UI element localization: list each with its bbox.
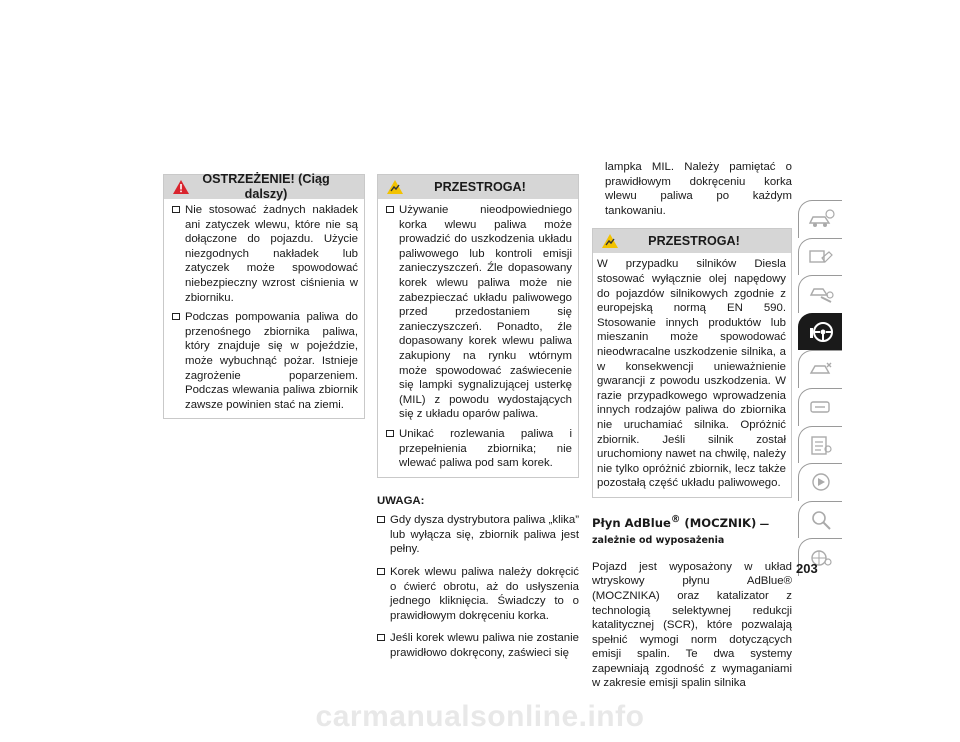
list-item — [386, 427, 572, 471]
checkbox-bullet-icon — [377, 516, 385, 523]
page-number: 203 — [796, 561, 818, 576]
list-item — [377, 631, 579, 660]
checkbox-bullet-icon — [172, 206, 180, 213]
specs-list-icon — [807, 434, 835, 456]
warning-box-title: OSTRZEŻENIE! (Ciąg dalszy) — [202, 172, 330, 201]
caution-box-header — [593, 229, 791, 253]
caution-text: W przypadku silników Diesla stosować wyłącznie olej napędowy do pojazdów silnikowych zgodnie z europejską normą EN 590. Stosowanie innych produktów lub mieszanin może spowodować nieodwracalne uszkodzenie silnika, a w konsekwencji unieważnienie gwarancji z powodu uszkodzenia. W razie przypadkowego wprowadzenia innych rodzajów paliwa do zbiornika nie uruchamiać silnika. Opróżnić zbiornik. Jeśli silnik został uruchomiony nawet na chwilę, należy nie tylko opróżnić zbiornik, lecz także pozostałą część układu paliwowego. — [597, 258, 786, 490]
heading-paren: (MOCZNIK) — [680, 515, 757, 530]
caution-box-body — [378, 199, 578, 477]
tab-emergency[interactable] — [798, 350, 842, 388]
list-item-text: Nie stosować żadnych nakładek ani zatyczek wlewu, które nie są dołączone do pojazdu. Użycie niezgodnych nakładek lub zatyczek może spowodować niebezpieczny wzrost ciśnienia w zbiorniku. — [185, 204, 358, 304]
list-item-text: Podczas pompowania paliwa do przenośnego zbiornika paliwa, który znajduje się w pojeździe, może wybuchnąć pożar. Istnieje zagrożenie poparzeniem. Podczas wlewania paliwa zbiornik zawsze powinien stać na ziemi. — [185, 311, 358, 411]
multimedia-icon — [807, 471, 835, 493]
list-item-text: Korek wlewu paliwa należy dokręcić o ćwierć obrotu, aż do usłyszenia jednego kliknięcia. Świadczy to o prawidłowym dokręceniu korka. — [390, 566, 579, 622]
list-item — [172, 310, 358, 412]
tab-index[interactable] — [798, 501, 842, 539]
list-item-text: Unikać rozlewania paliwa i przepełnienia zbiornika; nie wlewać paliwa pod sam korek. — [399, 427, 572, 470]
list-item — [172, 203, 358, 305]
caution-box-body — [593, 253, 791, 497]
car-crash-icon — [807, 359, 835, 381]
tab-driving[interactable] — [798, 313, 842, 351]
column-2 — [377, 174, 579, 669]
heading-reg-mark: ® — [670, 513, 681, 525]
checkbox-bullet-icon — [377, 634, 385, 641]
caution-box — [377, 174, 579, 478]
car-service-icon — [807, 396, 835, 418]
car-info-icon — [807, 208, 835, 230]
checkbox-bullet-icon — [386, 206, 394, 213]
warning-box — [163, 174, 365, 419]
checkbox-bullet-icon — [172, 313, 180, 320]
list-item — [377, 565, 579, 623]
caution-box-title: PRZESTROGA! — [434, 179, 526, 194]
list-item — [386, 203, 572, 422]
list-item — [377, 513, 579, 557]
note-label: UWAGA: — [377, 494, 425, 507]
heading-main: Płyn AdBlue — [592, 515, 671, 530]
list-item-text: Jeśli korek wlewu paliwa nie zostanie prawidłowo dokręcony, zaświeci się — [390, 632, 579, 660]
dashboard-lights-icon — [807, 246, 835, 268]
search-icon — [807, 509, 835, 531]
caution-triangle-icon — [599, 232, 621, 250]
list-item-text: Gdy dysza dystrybutora paliwa „klika” lub wyłącza się, zbiornik paliwa jest pełny. — [390, 514, 579, 556]
column-1 — [163, 174, 365, 419]
caution-box-diesel — [592, 228, 792, 498]
checkbox-bullet-icon — [377, 568, 385, 575]
tab-service[interactable] — [798, 388, 842, 426]
caution-triangle-icon — [384, 178, 406, 196]
column-3 — [592, 160, 792, 691]
tab-specs[interactable] — [798, 426, 842, 464]
steering-wheel-icon — [807, 320, 835, 344]
warning-box-body — [164, 199, 364, 418]
note-list — [377, 513, 579, 660]
section-heading — [592, 512, 792, 548]
caution-box-title: PRZESTROGA! — [648, 234, 740, 249]
car-wrench-icon — [807, 283, 835, 305]
warning-box-header — [164, 172, 364, 201]
checkbox-bullet-icon — [386, 430, 394, 437]
list-item-text: Używanie nieodpowiedniego korka wlewu paliwa może prowadzić do uszkodzenia układu paliwowego lub kontroli emisji zanieczyszczeń. Źle dopasowany korek wlewu paliwa może nie zabezpieczać układu paliwowego przed przedostaniem się zanieczyszczeń. Ponadto, źle dopasowany korek wlewu paliwa zakupiony na rynku wtórnym może spowodować zaświecenie się lampki sygnalizującej usterkę (MIL) z powodu wydostających się z układu oparów paliwa. — [399, 204, 572, 421]
continued-text: lampka MIL. Należy pamiętać o prawidłowym dokręceniu korka wlewu paliwa po każdym tankowaniu. — [605, 161, 792, 217]
chapter-tabs — [798, 200, 842, 576]
adblue-paragraph: Pojazd jest wyposażony w układ wtryskowy płynu AdBlue® (MOCZNIKA) oraz katalizator z technologią selektywnej redukcji katalitycznej (SCR), które pozwalają spełnić wymogi norm dotyczących emisji spalin. Te dwa systemy zapewniają zgodność z wymaganiami w zakresie emisji spalin silnika — [592, 560, 792, 690]
heading-suffix: — zależnie od wyposażenia — [592, 518, 770, 546]
tab-dashboard[interactable] — [798, 238, 842, 276]
tab-car-wrench[interactable] — [798, 275, 842, 313]
tab-multimedia[interactable] — [798, 463, 842, 501]
caution-box-header — [378, 175, 578, 199]
tab-car-info[interactable] — [798, 200, 842, 238]
watermark: carmanualsonline.info — [315, 700, 645, 733]
warning-triangle-icon — [170, 178, 192, 196]
